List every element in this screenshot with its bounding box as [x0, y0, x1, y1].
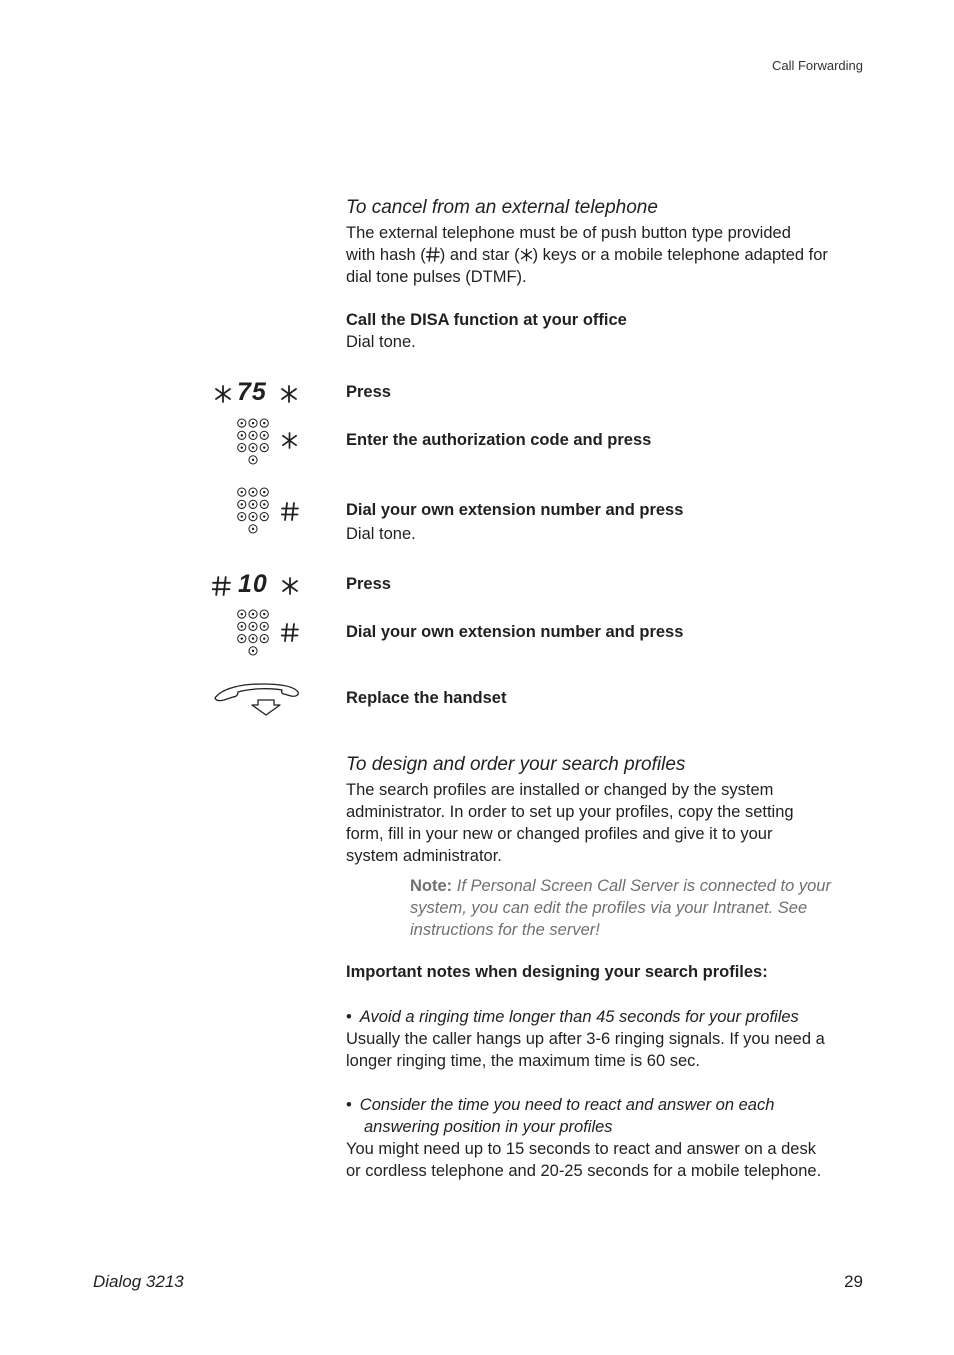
- step-press-1: Press: [346, 383, 391, 401]
- bullet-2-title-line-1: [346, 1094, 886, 1116]
- profiles-paragraph: [346, 779, 886, 867]
- intro-text-b: ) and star (: [439, 246, 520, 264]
- bullet-1-line-2: longer ringing time, the maximum time is 60 sec.: [346, 1052, 700, 1070]
- step-replace-handset: Replace the handset: [346, 689, 507, 707]
- profiles-line-4: system administrator.: [346, 847, 502, 865]
- bullet-1-title: Avoid a ringing time longer than 45 seconds for your profiles: [359, 1008, 799, 1026]
- intro-line-3: dial tone pulses (DTMF).: [346, 268, 527, 286]
- keypad-icon: [236, 487, 270, 535]
- step-auth-code: Enter the authorization code and press: [346, 431, 652, 449]
- intro-line-1: The external telephone must be of push button type provided: [346, 224, 791, 242]
- star-key-icon: [281, 432, 298, 449]
- star-key-icon: [280, 385, 298, 403]
- note-text-1: If Personal Screen Call Server is connected to your: [452, 877, 831, 895]
- bullet-item-2: [346, 1094, 886, 1182]
- code-star-75-star: [214, 378, 304, 406]
- star-key-icon: [281, 577, 299, 595]
- hash-key-icon: [281, 502, 299, 521]
- intro-text-a: with hash (: [346, 246, 426, 264]
- note-line-3: instructions for the server!: [410, 921, 600, 939]
- step-disa-sub: Dial tone.: [346, 333, 416, 351]
- bullet-dot: •: [346, 1096, 352, 1114]
- keypad-icon: [236, 418, 270, 466]
- step-press-2: Press: [346, 575, 391, 593]
- section-heading-cancel: To cancel from an external telephone: [346, 197, 658, 218]
- star-key-icon: [214, 385, 232, 403]
- keypad-icon: [236, 609, 270, 657]
- code-digits: 10: [238, 570, 268, 598]
- important-notes-heading: Important notes when designing your search profiles:: [346, 963, 768, 981]
- bullet-2-line-1: You might need up to 15 seconds to react and answer on a desk: [346, 1140, 816, 1158]
- step-dial-extension-1: Dial your own extension number and press: [346, 501, 684, 519]
- footer-model: Dialog 3213: [93, 1272, 184, 1291]
- star-inline-icon: [520, 248, 533, 262]
- bullet-1-title-line: [346, 1006, 886, 1028]
- note-block: [410, 875, 890, 941]
- bullet-dot: •: [346, 1008, 352, 1026]
- footer-page-number: 29: [844, 1272, 863, 1291]
- profiles-line-1: The search profiles are installed or changed by the system: [346, 781, 774, 799]
- intro-paragraph: [346, 222, 886, 288]
- section-heading-profiles: To design and order your search profiles: [346, 754, 686, 775]
- intro-line-2: [346, 244, 886, 266]
- bullet-1-line-1: Usually the caller hangs up after 3-6 ringing signals. If you need a: [346, 1030, 825, 1048]
- hash-key-icon: [212, 576, 231, 596]
- note-label: Note:: [410, 877, 453, 895]
- replace-handset-icon: [212, 682, 302, 718]
- bullet-item-1: [346, 1006, 886, 1072]
- bullet-2-line-2: or cordless telephone and 20-25 seconds for a mobile telephone.: [346, 1162, 822, 1180]
- intro-text-c: ) keys or a mobile telephone adapted for: [532, 246, 828, 264]
- code-digits: 75: [237, 378, 267, 406]
- hash-key-icon: [281, 623, 299, 642]
- code-hash-10-star: [212, 570, 302, 598]
- step-disa-title: Call the DISA function at your office: [346, 311, 627, 329]
- step-dial-extension-1-sub: Dial tone.: [346, 525, 416, 543]
- note-line-2: system, you can edit the profiles via your Intranet. See: [410, 899, 808, 917]
- bullet-2-title-2: answering position in your profiles: [364, 1118, 613, 1136]
- profiles-line-3: form, fill in your new or changed profiles and give it to your: [346, 825, 773, 843]
- running-header: Call Forwarding: [771, 58, 863, 73]
- note-line-1: [410, 875, 890, 897]
- bullet-2-title-1: Consider the time you need to react and answer on each: [359, 1096, 775, 1114]
- step-dial-extension-2: Dial your own extension number and press: [346, 623, 684, 641]
- profiles-line-2: administrator. In order to set up your profiles, copy the setting: [346, 803, 794, 821]
- hash-inline-icon: [426, 247, 440, 262]
